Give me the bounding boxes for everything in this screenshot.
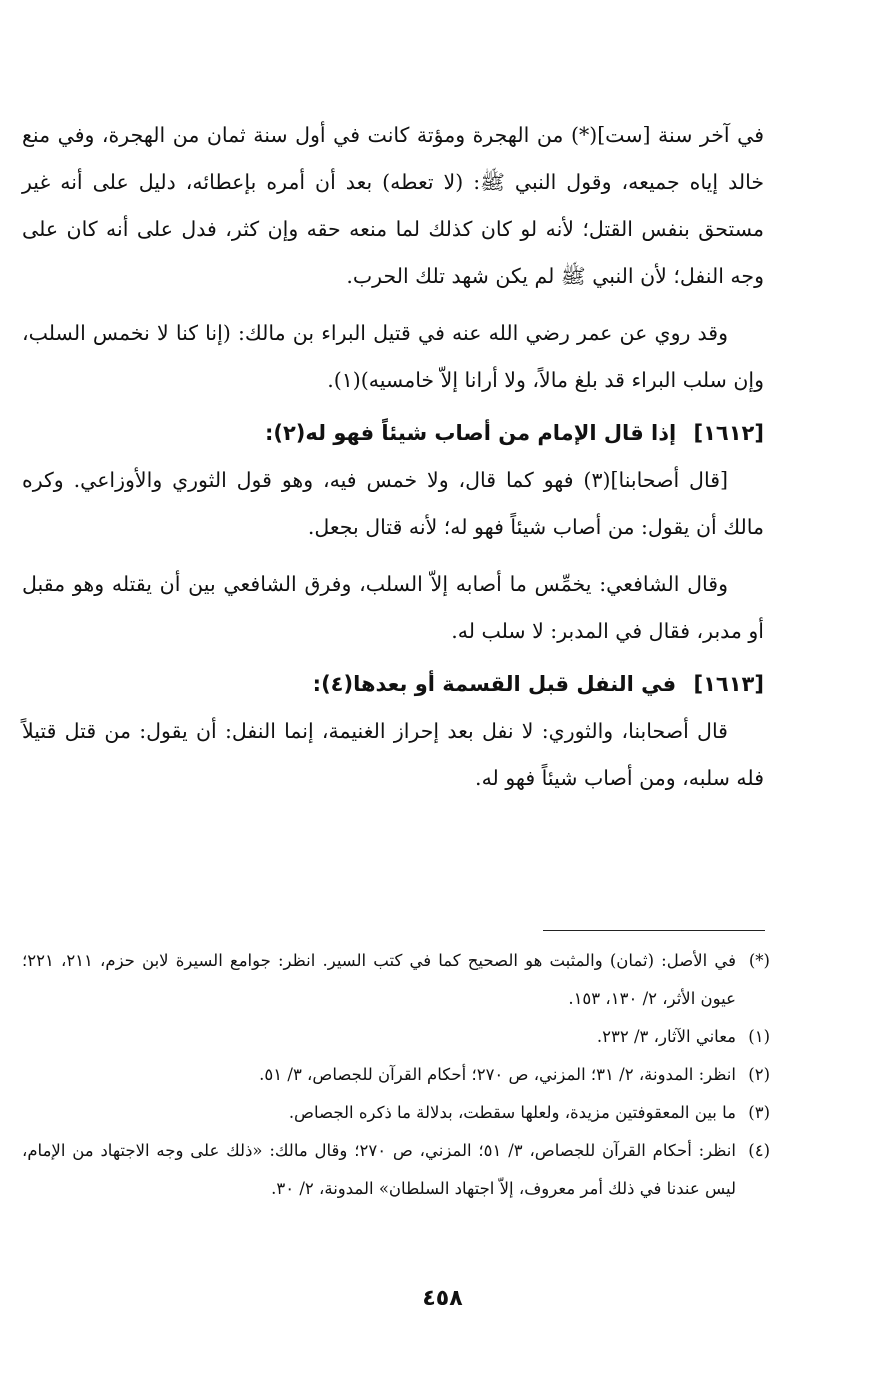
footnote-text: معاني الآثار، ٣/ ٢٣٢. bbox=[596, 1027, 736, 1046]
footnote-marker: (٣) bbox=[748, 1103, 770, 1122]
footnote-item bbox=[22, 942, 770, 1018]
section-heading-1613 bbox=[22, 661, 764, 708]
page-body bbox=[22, 112, 764, 802]
section-title-1613: في النفل قبل القسمة أو بعدها(٤): bbox=[312, 672, 677, 696]
footnote-item bbox=[22, 1056, 770, 1094]
section-number-1612: [١٦١٢] bbox=[693, 421, 764, 445]
footnote-marker: (٤) bbox=[748, 1141, 770, 1160]
page-number: ٤٥٨ bbox=[422, 1286, 463, 1311]
footnote-text: انظر: المدونة، ٢/ ٣١؛ المزني، ص ٢٧٠؛ أحكام القرآن للجصاص، ٣/ ٥١. bbox=[259, 1065, 736, 1084]
footnotes bbox=[22, 942, 770, 1208]
paragraph-1: في آخر سنة [ست](*) من الهجرة ومؤتة كانت في أول سنة ثمان من الهجرة، وفي منع خالد إياه جميعه، وقول النبي ﷺ: (لا تعطه) بعد أن أمره بإعطائه، دليل على أنه غير مستحق بنفس القتل؛ لأنه لو كان كذلك لما منعه حقه وإن كثر، فدل على أنه كان على وجه النفل؛ لأن النبي ﷺ لم يكن شهد تلك الحرب. bbox=[22, 123, 764, 288]
section-number-1613: [١٦١٣] bbox=[693, 672, 764, 696]
paragraph-4: وقال الشافعي: يخمِّس ما أصابه إلاّ السلب، وفرق الشافعي بين أن يقتله وهو مقبل أو مدبر، فقال في المدبر: لا سلب له. bbox=[22, 572, 764, 643]
footnote-marker: (*) bbox=[748, 951, 770, 970]
footnote-divider bbox=[543, 930, 765, 931]
footnote-text: في الأصل: (ثمان) والمثبت هو الصحيح كما في كتب السير. انظر: جوامع السيرة لابن حزم، ٢١١، ٢٢١؛ عيون الأثر، ٢/ ١٣٠، ١٥٣. bbox=[22, 951, 736, 1008]
footnote-text: انظر: أحكام القرآن للجصاص، ٣/ ٥١؛ المزني، ص ٢٧٠؛ وقال مالك: «ذلك على وجه الاجتهاد من الإمام، ليس عندنا في ذلك أمر معروف، إلاّ اجتهاد السلطان» المدونة، ٢/ ٣٠. bbox=[22, 1141, 736, 1198]
paragraph-2: وقد روي عن عمر رضي الله عنه في قتيل البراء بن مالك: (إنا كنا لا نخمس السلب، وإن سلب البراء قد بلغ مالاً، ولا أرانا إلاّ خامسيه)(١). bbox=[22, 321, 764, 392]
footnote-marker: (١) bbox=[748, 1027, 770, 1046]
section-heading-1612 bbox=[22, 410, 764, 457]
footnote-item bbox=[22, 1018, 770, 1056]
footnote-text: ما بين المعقوفتين مزيدة، ولعلها سقطت، بدلالة ما ذكره الجصاص. bbox=[288, 1103, 736, 1122]
paragraph-3: [قال أصحابنا](٣) فهو كما قال، ولا خمس فيه، وهو قول الثوري والأوزاعي. وكره مالك أن يقول: من أصاب شيئاً فهو له؛ لأنه قتال بجعل. bbox=[22, 468, 764, 539]
section-title-1612: إذا قال الإمام من أصاب شيئاً فهو له(٢): bbox=[264, 421, 677, 445]
footnote-item bbox=[22, 1132, 770, 1208]
paragraph-5: قال أصحابنا، والثوري: لا نفل بعد إحراز الغنيمة، إنما النفل: أن يقول: من قتل قتيلاً فله سلبه، ومن أصاب شيئاً فهو له. bbox=[22, 719, 764, 790]
footnote-item bbox=[22, 1094, 770, 1132]
footnote-marker: (٢) bbox=[748, 1065, 770, 1084]
